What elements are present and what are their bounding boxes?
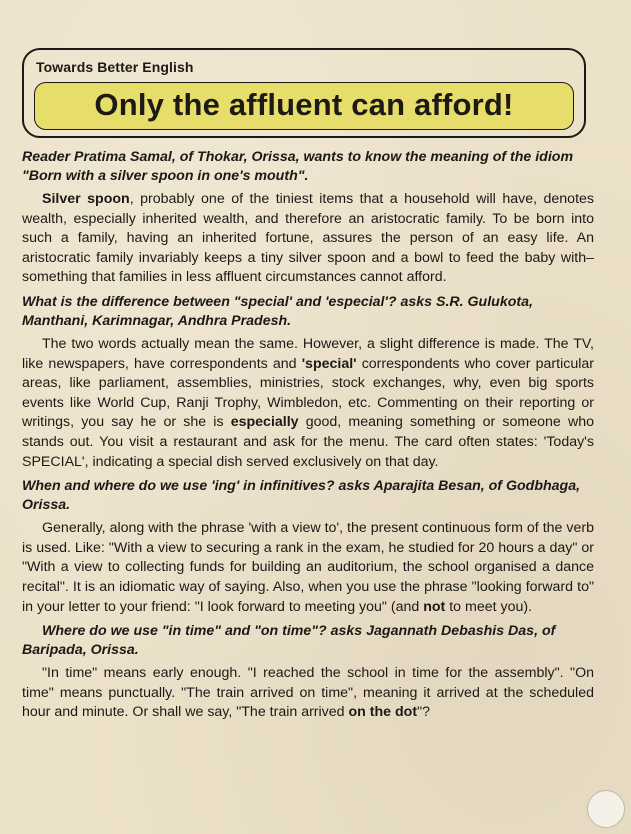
answer-4 xyxy=(22,664,594,723)
question-4: Where do we use "in time" and "on time"? asks Jagannath Debashis Das, of Baripada, Orissa. xyxy=(22,623,556,659)
answer-2-bold-b: especially xyxy=(230,414,299,431)
question-2: What is the difference between "special' and 'especial'? asks S.R. Gulukota, Manthani, Karimnagar, Andhra Pradesh. xyxy=(22,293,533,329)
answer-4-text-b: "? xyxy=(417,704,430,721)
answer-2-text-c: good, meaning something or someone who stands out. You visit a restaurant and ask for the menu. The card often states: 'Today's SPECIAL', indicating a special dish served exclusively on that day. xyxy=(22,414,594,470)
answer-3-text-b: to meet you). xyxy=(445,598,533,615)
answer-3-text-a: Generally, along with the phrase 'with a view to', the present continuous form of the verb is used. Like: "With a view to securing a rank in the exam, he studied for 20 hours a day" or "With a view to collecting funds for building an auditorium, the school organised a dance recital". It is an idiomatic way of saying. Also, when you use the phrase "looking forward to" in your letter to your friend: "I look forward to meeting you" (and xyxy=(22,520,594,615)
question-3: When and where do we use 'ing' in infinitives? asks Aparajita Besan, of Godbhaga, Orissa. xyxy=(22,478,581,514)
title-banner xyxy=(34,82,574,130)
answer-2-text-b: correspondents who cover particular areas, like parliament, assemblies, ministries, stock exchanges, why, even big sports events like World Cup, Ranji Trophy, Wimbledon, etc. Commenting on their reporting or writings, you say he or she is xyxy=(22,355,594,431)
question-1: Reader Pratima Samal, of Thokar, Orissa, wants to know the meaning of the idiom "Born with a silver spoon in one's mouth". xyxy=(22,149,574,184)
page-title: Only the affluent can afford! xyxy=(94,87,514,122)
answer-1-lead: Silver spoon xyxy=(42,191,130,207)
answer-3 xyxy=(22,519,594,617)
answer-4-bold: on the dot xyxy=(348,704,418,721)
answer-2-bold-a: 'special' xyxy=(301,355,357,372)
answer-1-text: , probably one of the tiniest items that a household will have, denotes wealth, especially inherited wealth, and therefore an aristocratic family. To be born into such a family, having an inherited fortune, assures the person of an easy life. An aristocratic family invariably keeps a tiny silver spoon and a bowl to feed the baby with–something that families in less affluent circumstances cannot afford. xyxy=(22,191,595,286)
column-kicker: Towards Better English xyxy=(36,59,194,75)
answer-2-text-a: The two words actually mean the same. However, a slight difference is made. The TV, like newspapers, have correspondents and xyxy=(22,335,594,372)
column-header xyxy=(22,48,586,138)
corner-stamp-icon xyxy=(587,790,625,828)
answer-4-text-a: "In time" means early enough. "I reached the school in time for the assembly". "On time" means punctually. "The train arrived on time", meaning it arrived at the scheduled hour and minute. Or shall we say, "The train arrived xyxy=(22,665,594,721)
article-body xyxy=(22,148,594,728)
answer-1 xyxy=(22,190,594,288)
answer-2 xyxy=(22,335,594,472)
answer-3-bold: not xyxy=(423,598,446,615)
